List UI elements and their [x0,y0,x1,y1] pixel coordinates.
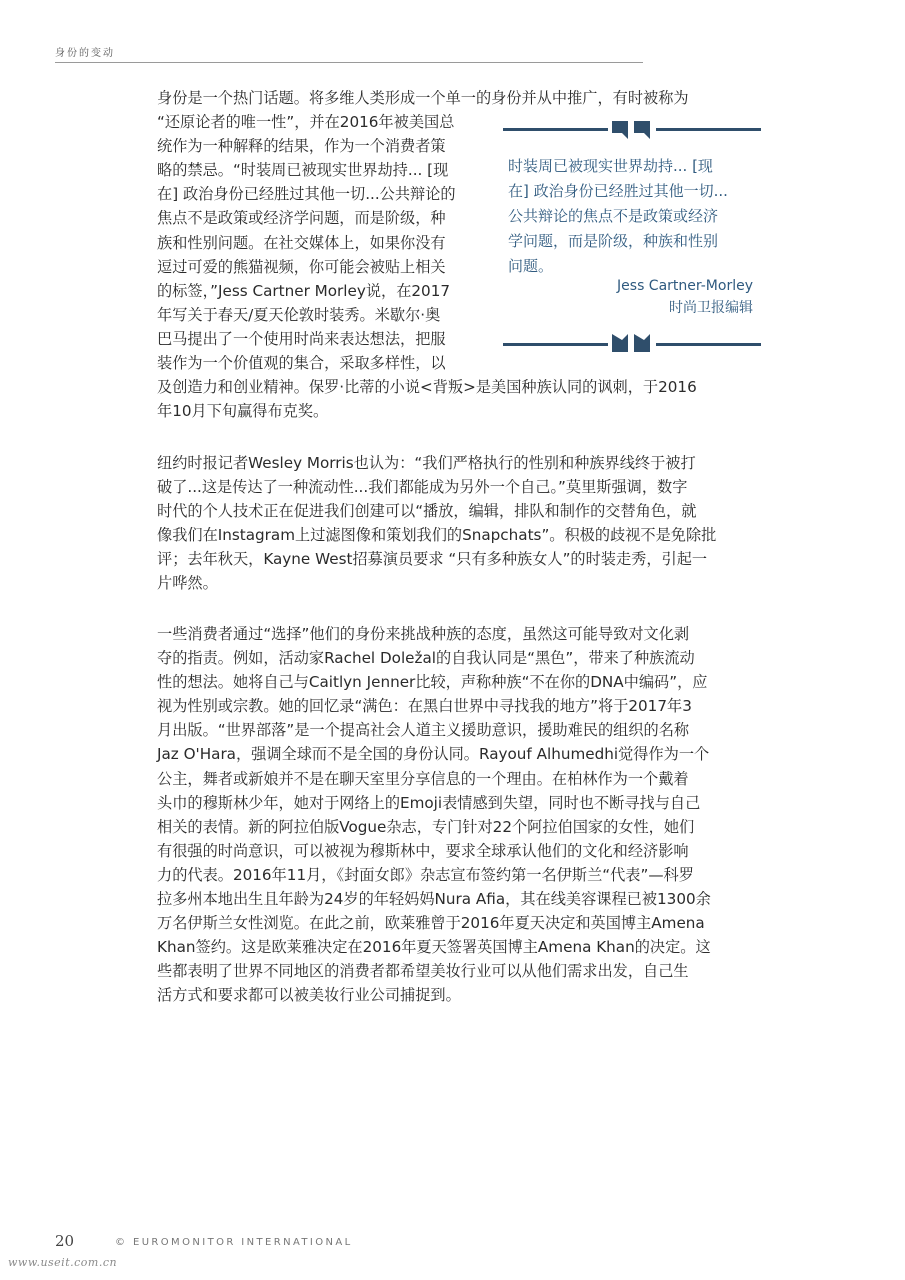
paragraph-line: 时代的个人技术正在促进我们创建可以“播放，编辑，排队和制作的交替角色，就 [157,502,697,521]
paragraph-line: 及创造力和创业精神。保罗·比蒂的小说<背叛>是美国种族认同的讽刺，于2016 [157,378,697,397]
open-quote-icon [608,117,656,141]
close-quote-icon [608,332,656,356]
paragraph-line: 纽约时报记者Wesley Morris也认为：“我们严格执行的性别和种族界线终于被打 [157,454,696,472]
paragraph-line: 头巾的穆斯林少年，她对于网络上的Emoji表情感到失望，同时也不断寻找与自己 [157,793,701,812]
pull-quote-attribution [617,275,753,319]
paragraph-line: 族和性别问题。在社交媒体上，如果你没有 [157,233,446,252]
pull-quote-text [508,154,758,279]
pull-quote-author: Jess Cartner-Morley [617,278,753,294]
paragraph-line: 性的想法。她将自己与Caitlyn Jenner比较，声称种族“不在你的DNA中编码”，应 [157,673,708,692]
paragraph-line: 破了...这是传达了一种流动性...我们都能成为另外一个自己。”莫里斯强调，数字 [157,478,688,497]
paragraph-3 [157,622,747,1008]
paragraph-line: 力的代表。2016年11月，《封面女郎》杂志宣布签约第一名伊斯兰“代表”—科罗 [157,865,694,884]
paragraph-line: 拉多州本地出生且年龄为24岁的年轻妈妈Nura Afia，其在线美容课程已被1300余 [157,890,711,909]
watermark: www.useit.com.cn [8,1256,118,1269]
section-title: 身份的变动 [55,48,115,59]
pull-quote-line: 学问题，而是阶级，种族和性别 [508,232,719,250]
paragraph-line: 在] 政治身份已经胜过其他一切...公共辩论的 [157,185,456,204]
pull-quote-author-title: 时尚卫报编辑 [669,300,753,316]
paragraph-line: 片哗然。 [157,574,218,593]
paragraph-line: 年写关于春天/夏天伦敦时装秀。米歇尔·奥 [157,305,441,324]
paragraph-line: 焦点不是政策或经济学问题，而是阶级，种 [157,209,446,228]
paragraph-2 [157,451,747,596]
paragraph-line: 身份是一个热门话题。将多维人类形成一个单一的身份并从中推广，有时被称为 [157,89,689,107]
paragraph-line: 略的禁忌。“时装周已被现实世界劫持... [现 [157,161,449,180]
pull-quote-line: 时装周已被现实世界劫持... [现 [508,157,713,175]
paragraph-line: 万名伊斯兰女性浏览。在此之前，欧莱雅曾于2016年夏天决定和英国博主Amena [157,914,705,933]
pull-quote-line: 问题。 [508,257,554,275]
paragraph-line: Jaz O'Hara，强调全球而不是全国的身份认同。Rayouf Alhumedhi觉得作为一个 [157,745,710,764]
header-divider [55,62,643,63]
paragraph-line: 逗过可爱的熊猫视频，你可能会被贴上相关 [157,257,446,276]
paragraph-line: 年10月下旬赢得布克奖。 [157,402,329,421]
paragraph-line: 活方式和要求都可以被美妆行业公司捕捉到。 [157,986,461,1005]
paragraph-line: 一些消费者通过“选择”他们的身份来挑战种族的态度，虽然这可能导致对文化剥 [157,625,690,643]
paragraph-line: 像我们在Instagram上过滤图像和策划我们的Snapchats”。积极的歧视不是免除批 [157,526,717,545]
pull-quote-line: 公共辩论的焦点不是政策或经济 [508,207,719,225]
paragraph-line: 装作为一个价值观的集合，采取多样性，以 [157,354,446,373]
paragraph-line: 视为性别或宗教。她的回忆录“满色：在黑白世界中寻找我的地方”将于2017年3 [157,697,692,716]
paragraph-line: 相关的表情。新的阿拉伯版Vogue杂志，专门针对22个阿拉伯国家的女性，她们 [157,817,695,836]
page-number: 20 [55,1232,75,1250]
paragraph-line: 些都表明了世界不同地区的消费者都希望美妆行业可以从他们需求出发，自己生 [157,962,689,981]
pull-quote-line: 在] 政治身份已经胜过其他一切... [508,182,728,200]
paragraph-line: 巴马提出了一个使用时尚来表达想法，把服 [157,329,446,348]
paragraph-line: “还原论者的唯一性”，并在2016年被美国总 [157,113,455,132]
paragraph-line: 统作为一种解释的结果，作为一个消费者策 [157,137,446,156]
paragraph-line: 评；去年秋天，Kayne West招募演员要求 “只有多种族女人”的时装走秀，引起一 [157,550,708,569]
paragraph-line: 有很强的时尚意识，可以被视为穆斯林中，要求全球承认他们的文化和经济影响 [157,841,689,860]
paragraph-line: 夺的指责。例如，活动家Rachel Doležal的自我认同是“黑色”，带来了种族流动 [157,649,695,668]
paragraph-line: 公主，舞者或新娘并不是在聊天室里分享信息的一个理由。在柏林作为一个戴着 [157,769,689,788]
paragraph-line: Khan签约。这是欧莱雅决定在2016年夏天签署英国博主Amena Khan的决定。这 [157,938,711,957]
paragraph-line: 的标签，”Jess Cartner Morley说，在2017 [157,281,451,300]
copyright-notice: © EUROMONITOR INTERNATIONAL [115,1237,353,1248]
paragraph-line: 月出版。“世界部落”是一个提高社会人道主义援助意识，援助难民的组织的名称 [157,721,690,740]
